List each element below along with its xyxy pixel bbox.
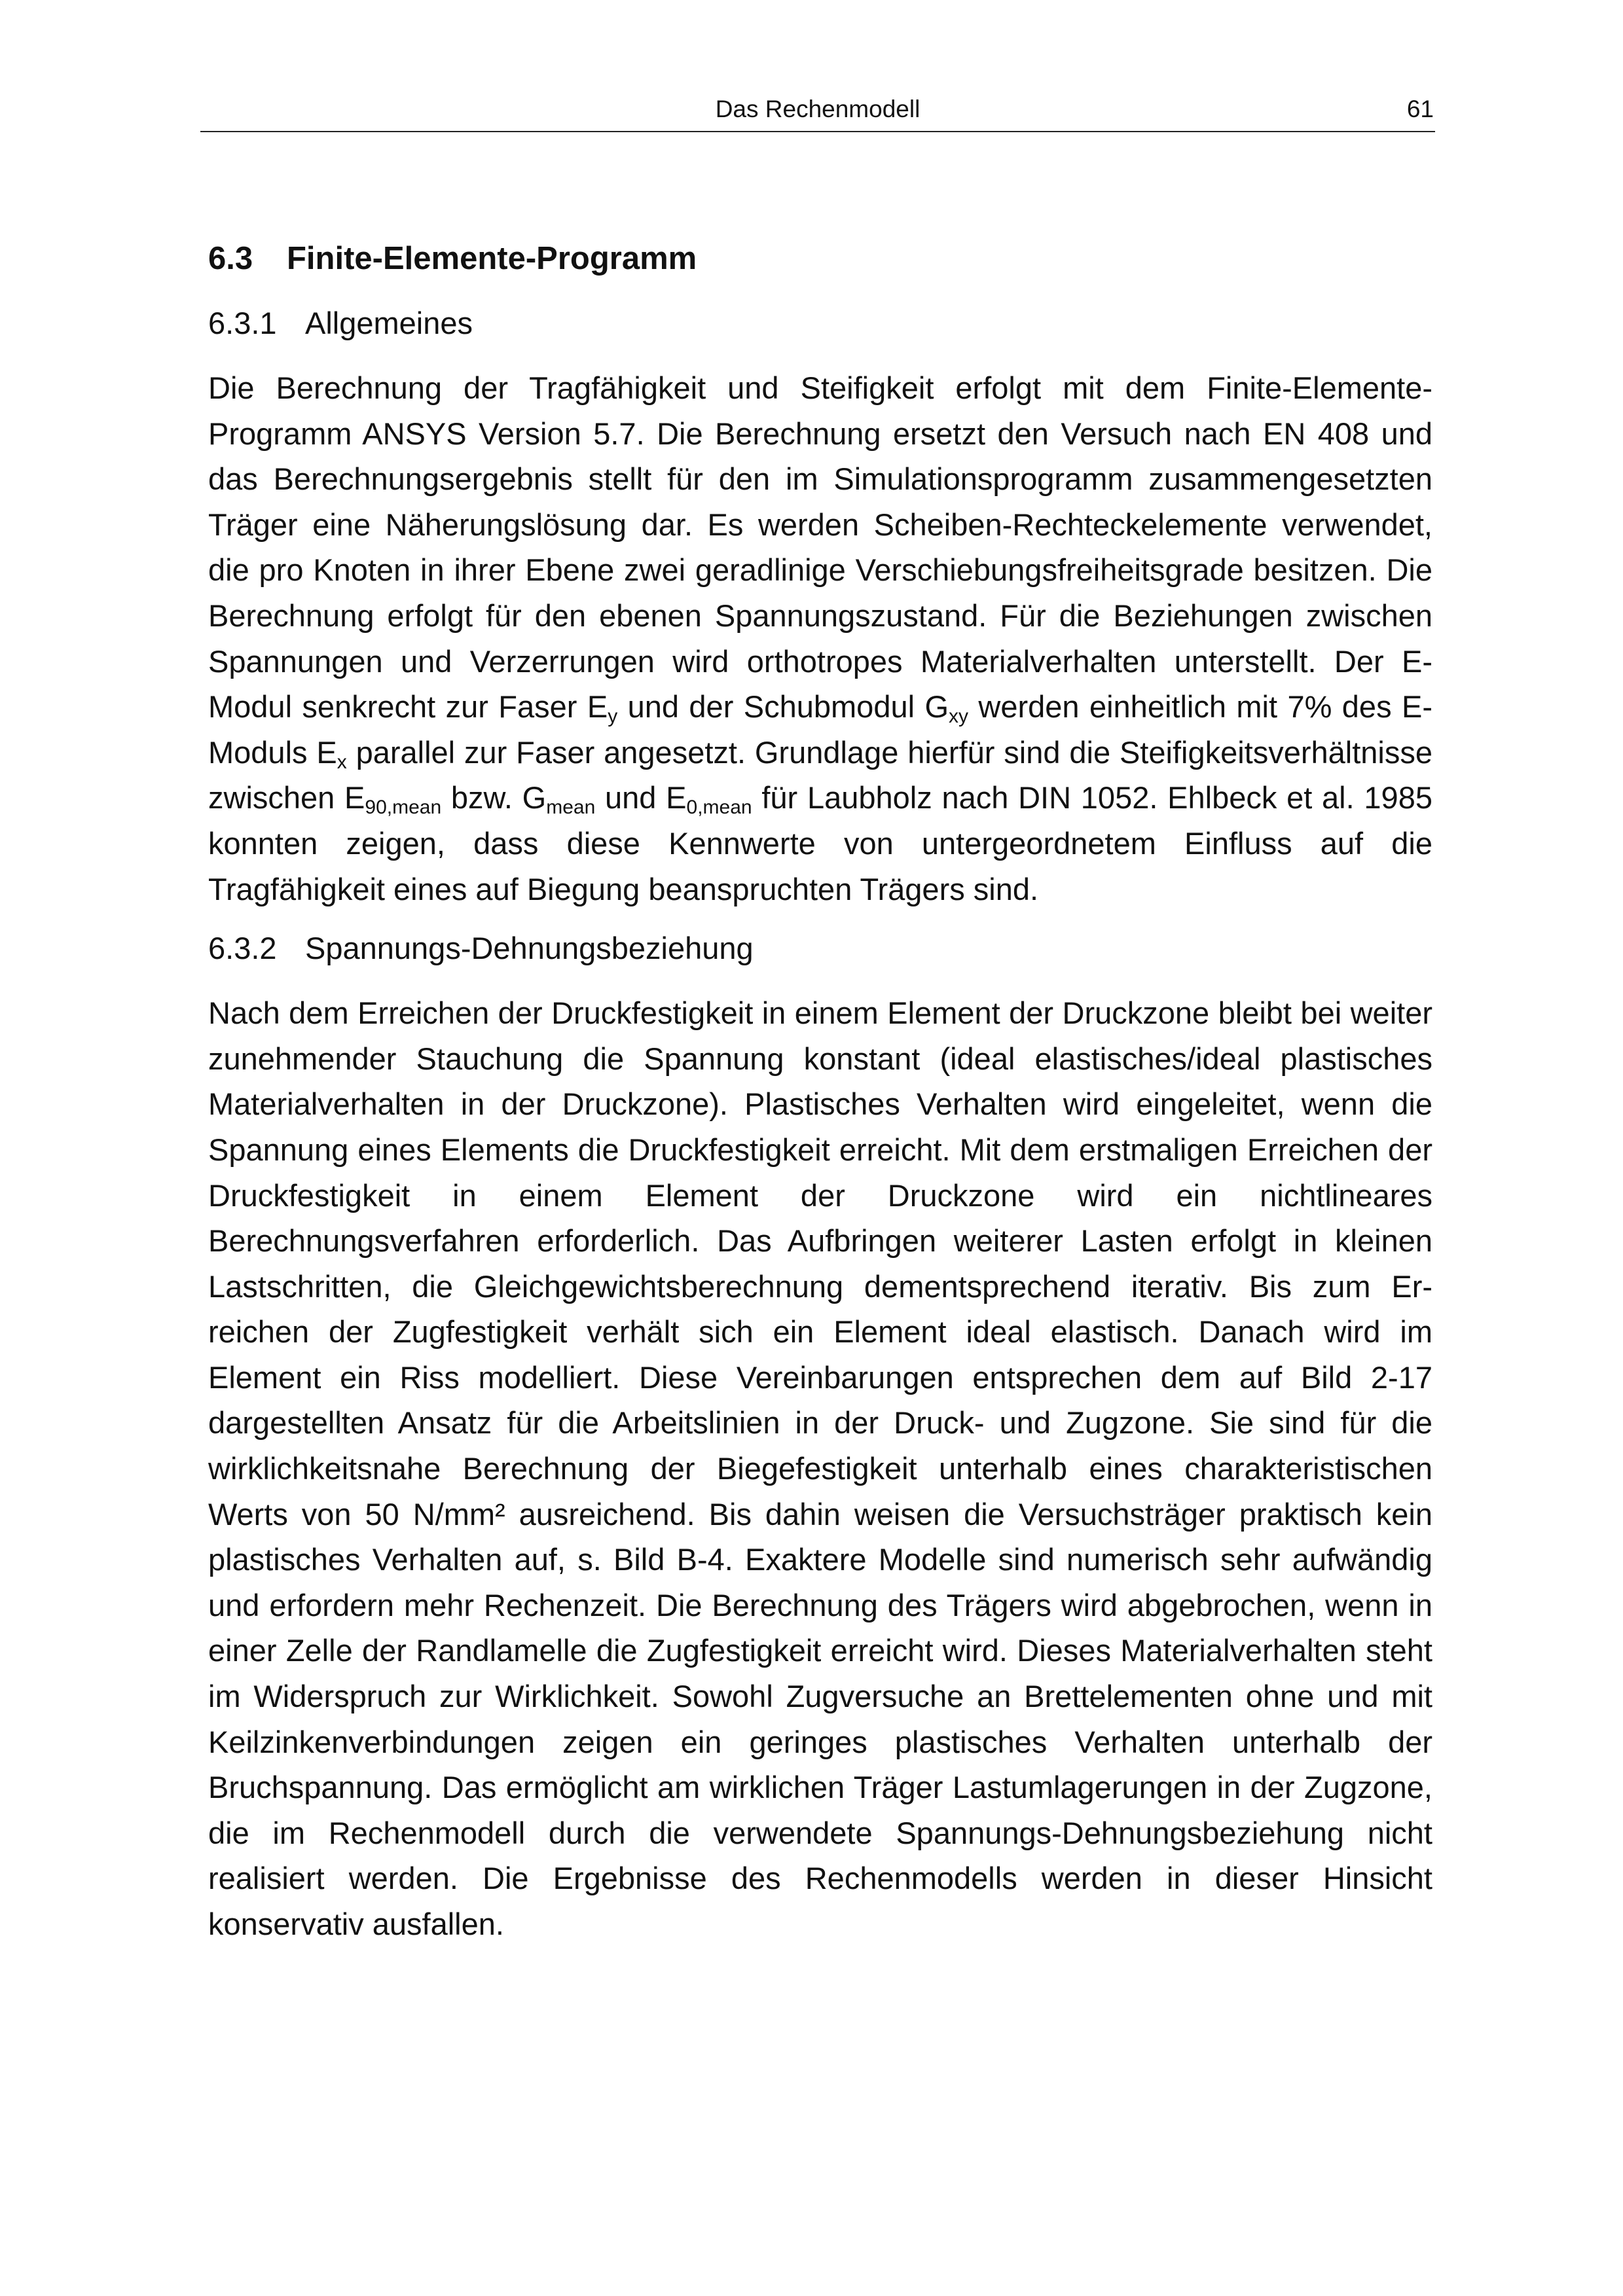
subscript: y — [608, 706, 618, 728]
text-run: Die Berechnung der Tragfähigkeit und Steifigkeit erfolgt mit dem Finite-Elemente-Programm ANSYS Version 5.7. Die Berechnung ersetzt den Versuch nach EN 408 und das Berechnungsergebnis stellt für den im Simulationsprogramm zusammengesetzten Träger eine Näherungslösung dar. Es werden Scheiben-Rechteckelemente verwendet, die pro Knoten in ihrer Ebene zwei geradlinige Verschiebungsfreiheitsgrade besitzen. Die Berechnung erfolgt für den ebenen Spannungszustand. Für die Beziehungen zwischen Spannungen und Verzerrungen wird orthotropes Materialverhalten unterstellt. Der E-Modul senkrecht zur Faser E — [208, 370, 1432, 725]
subsection-title: Allgemeines — [305, 306, 473, 340]
running-title: Das Rechenmodell — [715, 96, 921, 122]
page-number: 61 — [1406, 96, 1434, 122]
text-run: für Laubholz nach DIN 1052. Ehlbeck et al. 1985 konnten zeigen, dass diese Kennwerte von untergeordnetem Einfluss auf die Tragfähigkeit eines auf Biegung beanspruchten Trägers sind. — [208, 780, 1432, 906]
text-run: und der Schubmodul G — [617, 689, 949, 725]
text-run: parallel zur Faser angesetzt. Grundlage hierfür sind die Steifigkeitsverhältnisse zwischen E — [208, 734, 1433, 816]
subsection-heading-allgemeines — [208, 301, 1432, 346]
subscript: 0,mean — [686, 797, 752, 819]
subscript: 90,mean — [365, 797, 442, 819]
subscript: mean — [546, 797, 596, 819]
subsection-heading-spannungs-dehnungsbeziehung — [208, 926, 1432, 971]
subscript: xy — [949, 706, 968, 728]
text-run: bzw. G — [441, 780, 547, 816]
section-heading — [208, 236, 1432, 281]
text-run: werden einheitlich mit 7% des E-Moduls E — [208, 689, 1432, 770]
subsection-number: 6.3.2 — [208, 931, 277, 966]
section-title: Finite-Elemente-Programm — [287, 241, 697, 276]
subscript: x — [337, 751, 347, 773]
section-number: 6.3 — [208, 241, 253, 276]
text-run: und E — [595, 780, 687, 816]
page-header — [200, 92, 1435, 132]
paragraph-allgemeines — [208, 365, 1432, 912]
page-content — [208, 236, 1432, 1962]
paragraph-spannungs-dehnungsbeziehung: Nach dem Erreichen der Druckfestigkeit in einem Element der Druckzone bleibt bei weiter zunehmender Stauchung die Spannung konstant (ideal elastisches/ideal plastisches Materialverhalten in der Druckzone). Plastisches Verhalten wird eingeleitet, wenn die Spannung eines Elements die Druckfestigkeit erreicht. Mit dem erstmaligen Erreichen der Druckfestigkeit in einem Element der Druckzone wird ein nichtlineares Berechnungsverfahren erforderlich. Das Aufbringen weiterer Lasten erfolgt in kleinen Lastschritten, die Gleichgewichtsberechnung dementsprechend iterativ. Bis zum Erreichen der Zugfestigkeit verhält sich ein Element ideal elastisch. Danach wird im Element ein Riss modelliert. Diese Vereinbarungen entsprechen dem auf Bild 2-17 dargestellten Ansatz für die Arbeitslinien in der Druck- und Zugzone. Sie sind für die wirklichkeitsnahe Berechnung der Biegefestigkeit unterhalb eines charakteristischen Werts von 50 N/mm² ausreichend. Bis dahin weisen die Versuchsträger praktisch kein plastisches Verhalten auf, s. Bild B-4. Exaktere Modelle sind numerisch sehr aufwändig und erfordern mehr Rechenzeit. Die Berechnung des Trägers wird abgebrochen, wenn in einer Zelle der Randlamelle die Zugfestigkeit erreicht wird. Dieses Materialverhalten steht im Widerspruch zur Wirklichkeit. Sowohl Zugversuche an Brettelementen ohne und mit Keilzinkenverbindungen zeigen ein geringes plastisches Verhalten unterhalb der Bruchspannung. Das ermöglicht am wirklichen Träger Lastumlagerungen in der Zugzone, die im Rechenmodell durch die verwendete Spannungs-Dehnungsbeziehung nicht realisiert werden. Die Ergebnisse des Rechenmodells werden in dieser Hinsicht konservativ ausfallen. — [208, 996, 1432, 1941]
subsection-number: 6.3.1 — [208, 306, 277, 340]
subsection-title: Spannungs-Dehnungsbeziehung — [305, 931, 754, 966]
